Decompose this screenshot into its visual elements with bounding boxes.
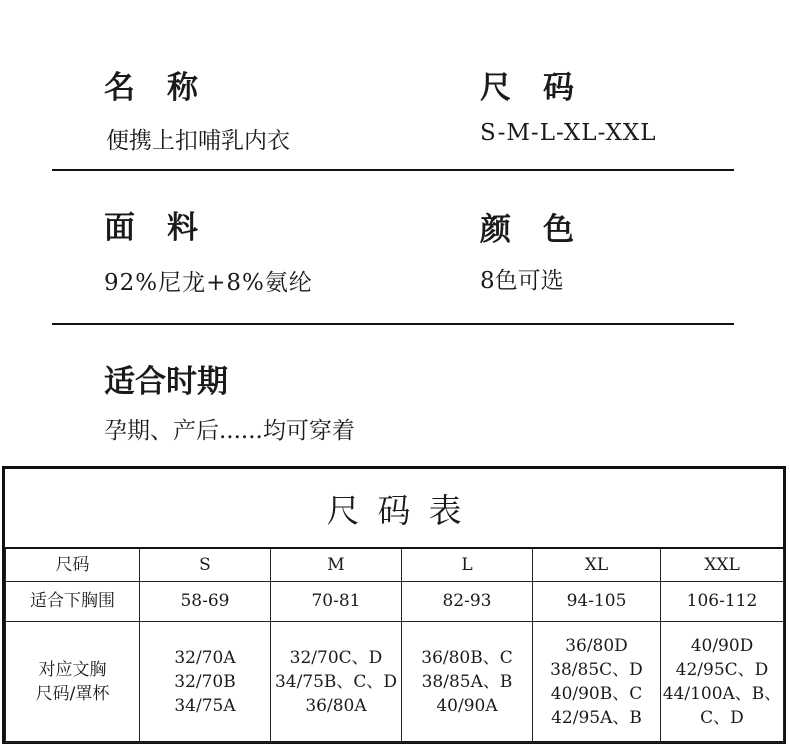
size-chart-table	[5, 547, 784, 743]
divider	[52, 323, 734, 325]
row-header-line: 尺码/罩杯	[35, 683, 110, 704]
cell-line: 44/100A、B、	[662, 683, 782, 704]
table-cell: 70-81	[271, 581, 402, 621]
table-header-row	[6, 548, 784, 581]
cell-line: 40/90A	[436, 695, 498, 716]
table-cell	[402, 621, 533, 742]
column-header: M	[271, 548, 402, 581]
cell-line: 40/90D	[690, 635, 754, 656]
name-value: 便携上扣哺乳内衣	[106, 128, 290, 154]
cell-line: 42/95A、B	[551, 707, 642, 728]
table-cell	[661, 621, 784, 742]
column-header: L	[402, 548, 533, 581]
table-cell	[271, 621, 402, 742]
size-chart-title: 尺码表	[326, 490, 480, 530]
divider	[52, 169, 734, 171]
table-row	[6, 581, 784, 621]
table-cell	[140, 621, 271, 742]
color-label: 颜色	[480, 212, 606, 248]
period-label: 适合时期	[104, 364, 228, 400]
row-header: 适合下胸围	[6, 581, 140, 621]
fabric-value: 92%尼龙+8%氨纶	[104, 270, 313, 296]
cell-line: C、D	[700, 707, 744, 728]
row-header-line: 对应文胸	[38, 659, 107, 680]
cell-line: 34/75A	[174, 695, 236, 716]
cell-line: 32/70A	[174, 647, 236, 668]
table-cell: 82-93	[402, 581, 533, 621]
cell-line: 38/85A、B	[421, 671, 513, 692]
column-header: XL	[533, 548, 661, 581]
color-value: 8色可选	[480, 268, 564, 294]
size-value: S-M-L-XL-XXL	[480, 120, 657, 146]
cell-line: 32/70C、D	[289, 647, 383, 668]
column-header: XXL	[661, 548, 784, 581]
cell-line: 32/70B	[174, 671, 236, 692]
size-chart	[2, 466, 786, 744]
cell-line: 40/90B、C	[550, 683, 643, 704]
fabric-label: 面料	[104, 210, 230, 246]
cell-line: 38/85C、D	[550, 659, 643, 680]
table-cell: 94-105	[533, 581, 661, 621]
cell-line: 36/80B、C	[421, 647, 513, 668]
size-label: 尺码	[480, 70, 606, 106]
table-cell	[533, 621, 661, 742]
table-cell: 106-112	[661, 581, 784, 621]
name-label: 名称	[104, 70, 230, 106]
table-cell: 58-69	[140, 581, 271, 621]
column-header: S	[140, 548, 271, 581]
period-value: 孕期、产后......均可穿着	[104, 418, 355, 444]
column-header: 尺码	[6, 548, 140, 581]
row-header	[6, 621, 140, 742]
cell-line: 42/95C、D	[675, 659, 769, 680]
table-row	[6, 621, 784, 742]
cell-line: 36/80D	[565, 635, 628, 656]
cell-line: 36/80A	[305, 695, 367, 716]
cell-line: 34/75B、C、D	[274, 671, 398, 692]
